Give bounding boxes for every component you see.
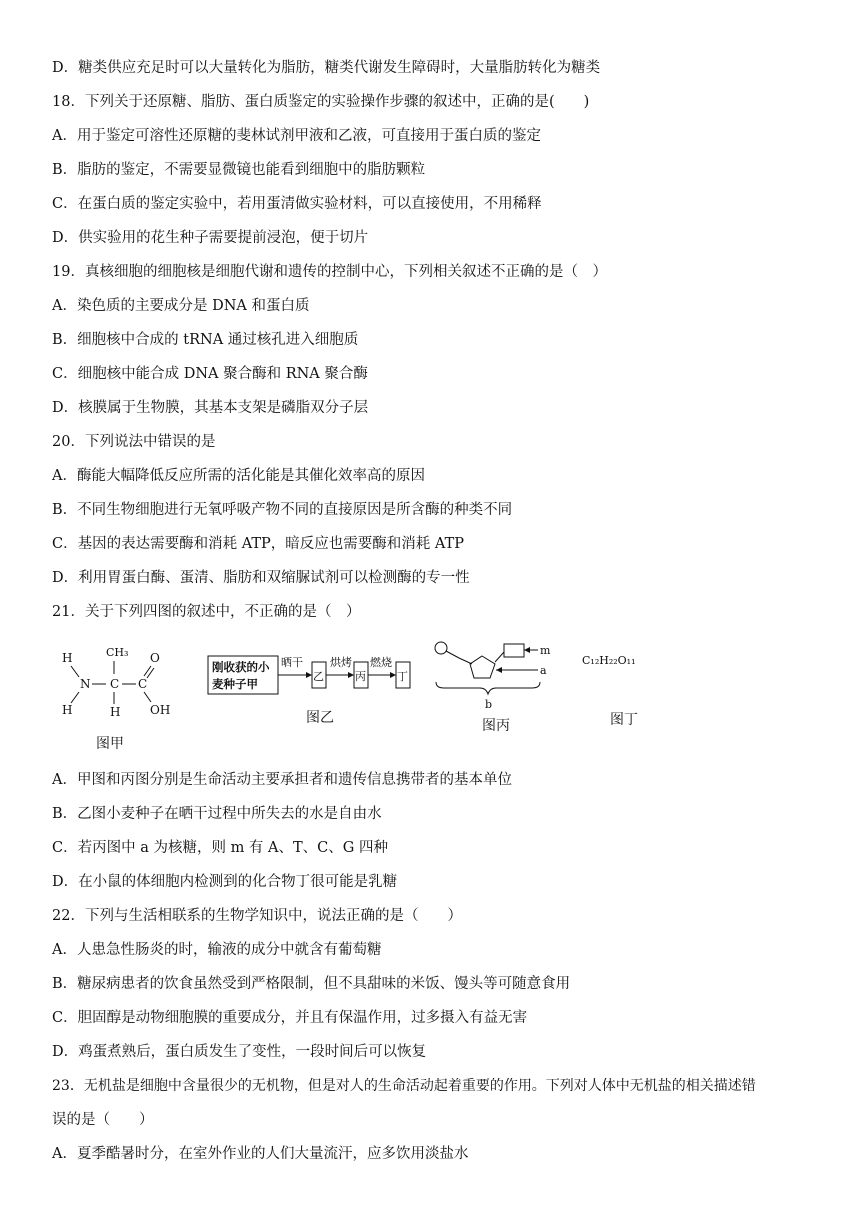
formula-ding: C₁₂H₂₂O₁₁ — [582, 654, 636, 667]
label-b: b — [485, 698, 493, 711]
option-20-d: D．利用胃蛋白酶、蛋清、脂肪和双缩脲试剂可以检测酶的专一性 — [52, 570, 470, 586]
group-oh: OH — [150, 703, 171, 717]
option-20-c: C．基因的表达需要酶和消耗 ATP，暗反应也需要酶和消耗 ATP — [52, 536, 465, 552]
option-17-d: D．糖类供应充足时可以大量转化为脂肪，糖类代谢发生障碍时，大量脂肪转化为糖类 — [52, 60, 601, 76]
option-20-b: B．不同生物细胞进行无氧呼吸产物不同的直接原因是所含酶的种类不同 — [52, 502, 513, 518]
figure-svg — [52, 636, 812, 756]
option-22-d: D．鸡蛋煮熟后，蛋白质发生了变性，一段时间后可以恢复 — [52, 1044, 427, 1060]
caption-yi: 图乙 — [306, 710, 334, 726]
atom-h-bottom: H — [62, 703, 73, 717]
label-a: a — [540, 664, 547, 677]
figure-jia — [62, 646, 170, 752]
atom-h-alpha: H — [110, 705, 121, 719]
option-19-c: C．细胞核中能合成 DNA 聚合酶和 RNA 聚合酶 — [52, 366, 368, 382]
option-19-a: A．染色质的主要成分是 DNA 和蛋白质 — [52, 298, 310, 314]
atom-n: N — [80, 677, 91, 691]
option-22-b: B．糖尿病患者的饮食虽然受到严格限制，但不具甜味的米饭、馒头等可随意食用 — [52, 976, 571, 992]
box-ding: 丁 — [397, 670, 408, 683]
step-burn: 燃烧 — [370, 656, 392, 669]
option-20-a: A．酶能大幅降低反应所需的活化能是其催化效率高的原因 — [52, 468, 425, 484]
box-seed-line2: 麦种子甲 — [212, 677, 258, 691]
atom-h-top: H — [62, 651, 73, 665]
option-21-d: D．在小鼠的体细胞内检测到的化合物丁很可能是乳糖 — [52, 874, 398, 890]
option-18-a: A．用于鉴定可溶性还原糖的斐林试剂甲液和乙液，可直接用于蛋白质的鉴定 — [52, 128, 541, 144]
label-m: m — [540, 644, 551, 657]
figure-ding — [582, 654, 638, 728]
question-21: 21．关于下列四图的叙述中，不正确的是（ ） — [52, 604, 361, 620]
atom-c-alpha: C — [110, 677, 120, 691]
question-20: 20．下列说法中错误的是 — [52, 434, 216, 450]
question-23-line1: 23．无机盐是细胞中含量很少的无机物，但是对人的生命活动起着重要的作用。下列对人体中无机盐的相关描述错 — [52, 1078, 756, 1094]
option-22-a: A．人患急性肠炎的时，输液的成分中就含有葡萄糖 — [52, 942, 382, 958]
step-sun-dry: 晒干 — [281, 656, 303, 669]
question-22: 22．下列与生活相联系的生物学知识中，说法正确的是（ ） — [52, 908, 462, 924]
step-roast: 烘烤 — [330, 656, 352, 669]
option-19-d: D．核膜属于生物膜，其基本支架是磷脂双分子层 — [52, 400, 369, 416]
option-18-b: B．脂肪的鉴定，不需要显微镜也能看到细胞中的脂肪颗粒 — [52, 162, 426, 178]
question-23-line2: 误的是（ ） — [52, 1112, 154, 1128]
caption-bing: 图丙 — [482, 718, 510, 734]
option-21-a: A．甲图和丙图分别是生命活动主要承担者和遗传信息携带者的基本单位 — [52, 772, 512, 788]
question-19: 19．真核细胞的细胞核是细胞代谢和遗传的控制中心，下列相关叙述不正确的是（ ） — [52, 264, 607, 280]
figure-bing — [435, 642, 551, 734]
option-23-a: A．夏季酷暑时分，在室外作业的人们大量流汗，应多饮用淡盐水 — [52, 1146, 469, 1162]
option-18-d: D．供实验用的花生种子需要提前浸泡，便于切片 — [52, 230, 369, 246]
atom-c-carboxyl: C — [138, 677, 148, 691]
option-18-c: C．在蛋白质的鉴定实验中，若用蛋清做实验材料，可以直接使用，不用稀释 — [52, 196, 542, 212]
option-21-b: B．乙图小麦种子在晒干过程中所失去的水是自由水 — [52, 806, 382, 822]
caption-jia: 图甲 — [96, 736, 124, 752]
box-yi: 乙 — [313, 670, 324, 683]
option-21-c: C．若丙图中 a 为核糖，则 m 有 A、T、C、G 四种 — [52, 840, 388, 856]
figure-yi — [208, 655, 410, 726]
box-seed-line1: 刚收获的小 — [212, 660, 270, 674]
group-ch3: CH₃ — [106, 646, 129, 659]
box-bing: 丙 — [355, 670, 366, 683]
caption-ding: 图丁 — [610, 712, 638, 728]
option-22-c: C．胆固醇是动物细胞膜的重要成分，并且有保温作用，过多摄入有益无害 — [52, 1010, 528, 1026]
question-21-figure — [52, 636, 812, 756]
atom-o: O — [150, 651, 160, 665]
question-18: 18．下列关于还原糖、脂肪、蛋白质鉴定的实验操作步骤的叙述中，正确的是( ) — [52, 94, 590, 110]
option-19-b: B．细胞核中合成的 tRNA 通过核孔进入细胞质 — [52, 332, 359, 348]
